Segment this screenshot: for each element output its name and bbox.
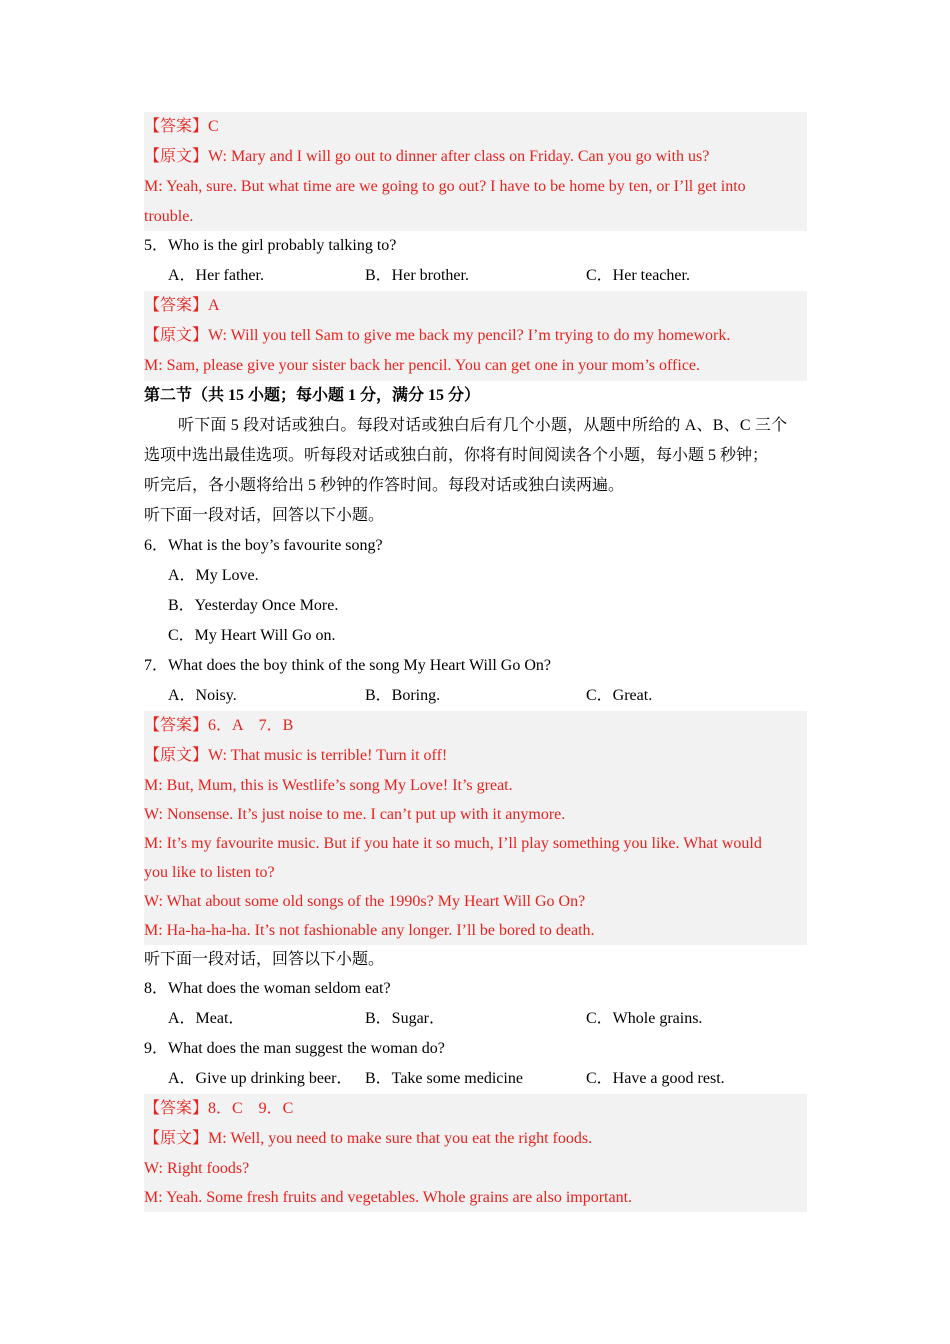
answer-block-2: [144, 291, 807, 381]
question-8: 8．What does the woman seldom eat?: [144, 980, 391, 997]
instructions-line: 听完后，各小题将给出 5 秒钟的作答时间。每段对话或独白读两遍。: [144, 477, 625, 494]
transcript-line: 【原文】W: That music is terrible! Turn it off!: [144, 747, 448, 764]
transcript-line: M: But, Mum, this is Westlife’s song My Love! It’s great.: [144, 777, 513, 794]
question-7: 7．What does the boy think of the song My Heart Will Go On?: [144, 657, 551, 674]
transcript-line: W: Right foods?: [144, 1160, 250, 1177]
option-b: B．Yesterday Once More.: [168, 597, 339, 614]
option-b: B．Take some medicine: [365, 1070, 523, 1087]
option-a: A．Meat．: [168, 1010, 245, 1027]
question-5-options: [144, 261, 807, 291]
transcript-line: M: Ha-ha-ha-ha. It’s not fashionable any longer. I’ll be bored to death.: [144, 922, 595, 939]
option-b: B．Boring.: [365, 687, 441, 704]
question-5: 5．Who is the girl probably talking to?: [144, 237, 397, 254]
transcript-line: 【原文】W: Will you tell Sam to give me back my pencil? I’m trying to do my homework.: [144, 327, 731, 344]
transcript-line: M: It’s my favourite music. But if you hate it so much, I’ll play something you like. What would: [144, 835, 762, 852]
option-c: C．My Heart Will Go on.: [168, 627, 336, 644]
transcript-line: W: Nonsense. It’s just noise to me. I can’t put up with it anymore.: [144, 806, 566, 823]
answer-line: 【答案】A: [144, 297, 220, 314]
transcript-line: M: Yeah. Some fresh fruits and vegetables. Whole grains are also important.: [144, 1189, 633, 1206]
option-a: A．Her father.: [168, 267, 264, 284]
transcript-line: W: What about some old songs of the 1990s? My Heart Will Go On?: [144, 893, 586, 910]
option-b: B．Sugar．: [365, 1010, 446, 1027]
question-9-options: [144, 1064, 807, 1094]
instructions-line: 选项中选出最佳选项。听每段对话或独白前，你将有时间阅读各个小题，每小题 5 秒钟；: [144, 447, 769, 464]
answer-line: 【答案】8．C 9．C: [144, 1100, 294, 1117]
transcript-line: trouble.: [144, 208, 194, 225]
transcript-line: 【原文】M: Well, you need to make sure that you eat the right foods.: [144, 1130, 593, 1147]
transcript-line: you like to listen to?: [144, 864, 275, 881]
answer-block-4: [144, 1094, 807, 1212]
question-6: 6．What is the boy’s favourite song?: [144, 537, 383, 554]
transcript-line: M: Sam, please give your sister back her pencil. You can get one in your mom’s office.: [144, 357, 701, 374]
listen-intro: 听下面一段对话，回答以下小题。: [144, 951, 385, 968]
option-b: B．Her brother.: [365, 267, 469, 284]
answer-line: 【答案】6．A 7．B: [144, 717, 294, 734]
instructions-line: 听下面 5 段对话或独白。每段对话或独白后有几个小题，从题中所给的 A、B、C 三个: [178, 417, 788, 434]
option-a: A．Give up drinking beer．: [168, 1070, 353, 1087]
option-c: C．Her teacher.: [586, 267, 690, 284]
transcript-line: 【原文】W: Mary and I will go out to dinner after class on Friday. Can you go with us?: [144, 148, 710, 165]
page-content: [144, 112, 807, 1212]
option-a: A．Noisy.: [168, 687, 237, 704]
answer-line: 【答案】C: [144, 118, 219, 135]
question-8-options: [144, 1004, 807, 1034]
answer-block-1: [144, 112, 807, 231]
option-a: A．My Love.: [168, 567, 259, 584]
question-7-options: [144, 681, 807, 711]
option-c: C．Have a good rest.: [586, 1070, 725, 1087]
option-c: C．Great.: [586, 687, 653, 704]
section-heading: 第二节（共 15 小题；每小题 1 分，满分 15 分）: [144, 387, 481, 404]
transcript-line: M: Yeah, sure. But what time are we going to go out? I have to be home by ten, or I’ll get into: [144, 178, 746, 195]
option-c: C．Whole grains.: [586, 1010, 703, 1027]
answer-block-3: [144, 711, 807, 945]
question-9: 9．What does the man suggest the woman do?: [144, 1040, 445, 1057]
listen-intro: 听下面一段对话，回答以下小题。: [144, 507, 385, 524]
